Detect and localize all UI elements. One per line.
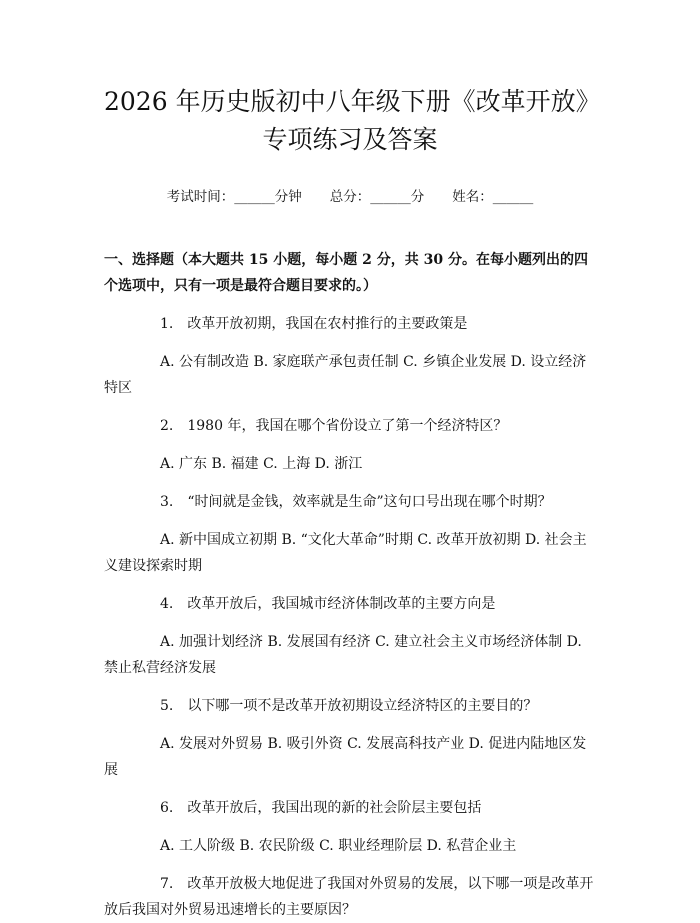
- document-title: [104, 0, 601, 159]
- question-options: A. 加强计划经济 B. 发展国有经济 C. 建立社会主义市场经济体制 D. 禁止私营经济发展: [104, 634, 582, 676]
- question-options: A. 公有制改造 B. 家庭联产承包责任制 C. 乡镇企业发展 D. 设立经济特区: [104, 354, 587, 396]
- title-line-1: 2026 年历史版初中八年级下册《改革开放》: [104, 87, 601, 116]
- question-stem: [104, 871, 596, 923]
- title-line-2: 专项练习及答案: [262, 125, 438, 154]
- question-number: 7.: [160, 876, 174, 892]
- question-4: [104, 591, 596, 681]
- question-options: A. 广东 B. 福建 C. 上海 D. 浙江: [160, 456, 363, 472]
- question-text: 改革开放后，我国出现的新的社会阶层主要包括: [187, 800, 482, 816]
- section-heading: 一、选择题（本大题共 15 小题，每小题 2 分，共 30 分。在每小题列出的四个选项中，只有一项是最符合题目要求的。）: [104, 252, 588, 294]
- question-number: 2.: [160, 418, 174, 434]
- question-2: [104, 413, 596, 477]
- question-text: 改革开放极大地促进了我国对外贸易的发展，以下哪一项是改革开放后我国对外贸易迅速增长的主要原因？: [104, 876, 594, 918]
- question-options: A. 新中国成立初期 B. “文化大革命”时期 C. 改革开放初期 D. 社会主义建设探索时期: [104, 532, 587, 574]
- question-number: 3.: [160, 494, 174, 510]
- student-name-label: 姓名：______: [452, 189, 534, 205]
- question-text: “时间就是金钱，效率就是生命”这句口号出现在哪个时期？: [187, 494, 552, 510]
- question-number: 4.: [160, 596, 174, 612]
- question-number: 5.: [160, 698, 174, 714]
- total-score-label: 总分：______分: [329, 189, 425, 205]
- question-options: A. 工人阶级 B. 农民阶级 C. 职业经理阶层 D. 私营企业主: [160, 838, 517, 854]
- question-3: [104, 489, 596, 579]
- question-stem: [104, 693, 596, 719]
- question-1: [104, 311, 596, 401]
- question-6: [104, 795, 596, 859]
- exam-time-label: 考试时间：______分钟: [166, 189, 302, 205]
- exam-meta: [104, 187, 596, 207]
- question-text: 改革开放后，我国城市经济体制改革的主要方向是: [187, 596, 496, 612]
- question-stem: [104, 591, 596, 617]
- question-text: 改革开放初期，我国在农村推行的主要政策是: [187, 316, 468, 332]
- question-number: 6.: [160, 800, 174, 816]
- question-text: 1980 年，我国在哪个省份设立了第一个经济特区？: [187, 418, 508, 434]
- question-text: 以下哪一项不是改革开放初期设立经济特区的主要目的？: [187, 698, 538, 714]
- question-7: [104, 871, 596, 923]
- question-stem: [104, 413, 596, 439]
- question-5: [104, 693, 596, 783]
- question-options: A. 发展对外贸易 B. 吸引外资 C. 发展高科技产业 D. 促进内陆地区发展: [104, 736, 587, 778]
- question-stem: [104, 795, 596, 821]
- question-number: 1.: [160, 316, 174, 332]
- question-stem: [104, 489, 596, 515]
- question-stem: [104, 311, 596, 337]
